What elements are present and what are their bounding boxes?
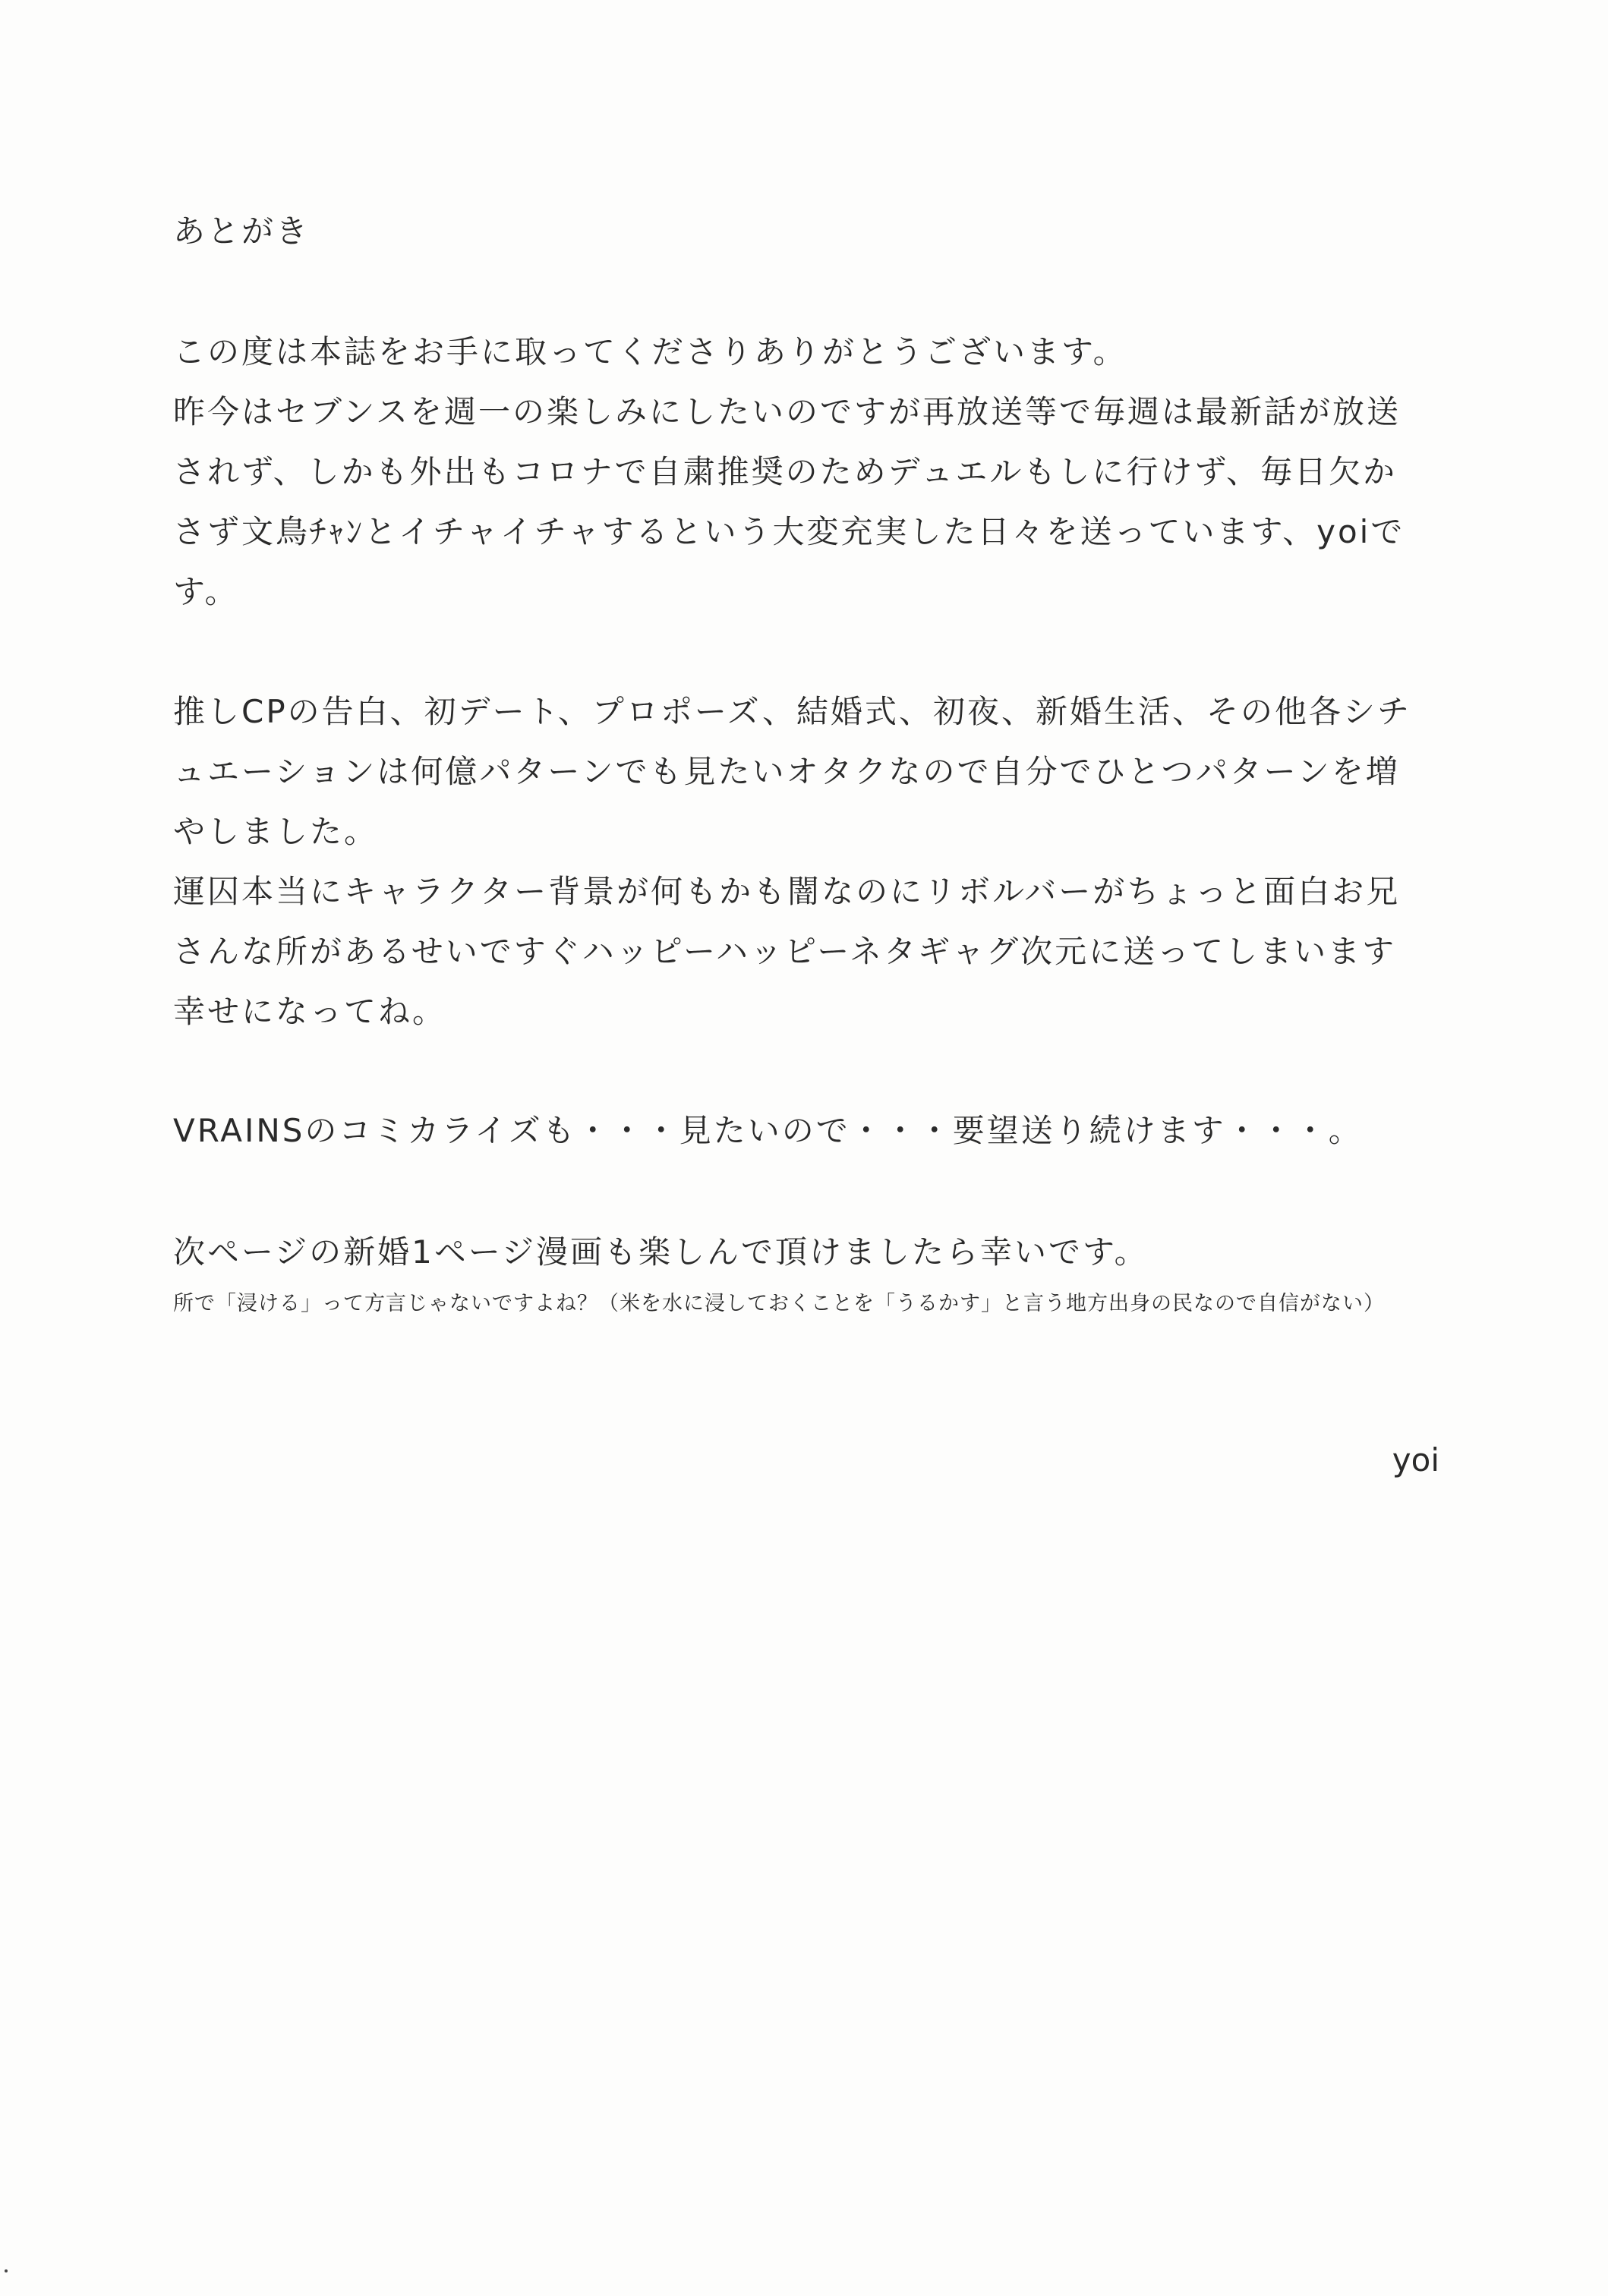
paragraph-next-page	[173, 1222, 1449, 1282]
text-line: ュエーションは何億パターンでも見たいオタクなので自分でひとつパターンを増	[173, 753, 1400, 790]
text-line: 推しCPの告白、初デート、プロポーズ、結婚式、初夜、新婚生活、その他各シチ	[173, 693, 1412, 730]
footnote-text: 所で「浸ける」って方言じゃないですよね？（米を水に浸しておくことを「うるかす」と言う地方出身の民なので自信がない）	[173, 1292, 1385, 1315]
text-line: この度は本誌をお手に取ってくださりありがとうございます。	[173, 333, 1127, 370]
text-line: 昨今はセブンスを週一の楽しみにしたいのですが再放送等で毎週は最新話が放送	[173, 393, 1401, 430]
signature: yoi	[1392, 1441, 1439, 1479]
text-line: やしました。	[173, 813, 379, 850]
paragraph-greeting	[173, 322, 1449, 622]
footnote	[173, 1289, 1449, 1319]
text-line: VRAINSのコミカライズも・・・見たいので・・・要望送り続けます・・・。	[173, 1112, 1363, 1149]
text-line: す。	[173, 573, 239, 610]
text-line: 幸せになってね。	[173, 993, 447, 1030]
text-line: さんな所があるせいですぐハッピーハッピーネタギャグ次元に送ってしまいます	[173, 933, 1397, 970]
text-line: されず、しかも外出もコロナで自粛推奨のためデュエルもしに行けず、毎日欠か	[173, 453, 1398, 490]
afterword-heading	[173, 201, 1449, 261]
text-line: 運囚本当にキャラクター背景が何もかも闇なのにリボルバーがちょっと面白お兄	[173, 873, 1401, 910]
text-line: さず文鳥ﾁｬﾝとイチャイチャするという大変充実した日々を送っています、yoiで	[173, 513, 1405, 550]
paragraph-vrains	[173, 1101, 1449, 1161]
text-line: 次ページの新婚1ページ漫画も楽しんで頂けましたら幸いです。	[173, 1233, 1149, 1271]
paragraph-cp	[173, 682, 1449, 1041]
heading-text: あとがき	[173, 213, 311, 250]
scan-speck	[5, 2269, 8, 2272]
